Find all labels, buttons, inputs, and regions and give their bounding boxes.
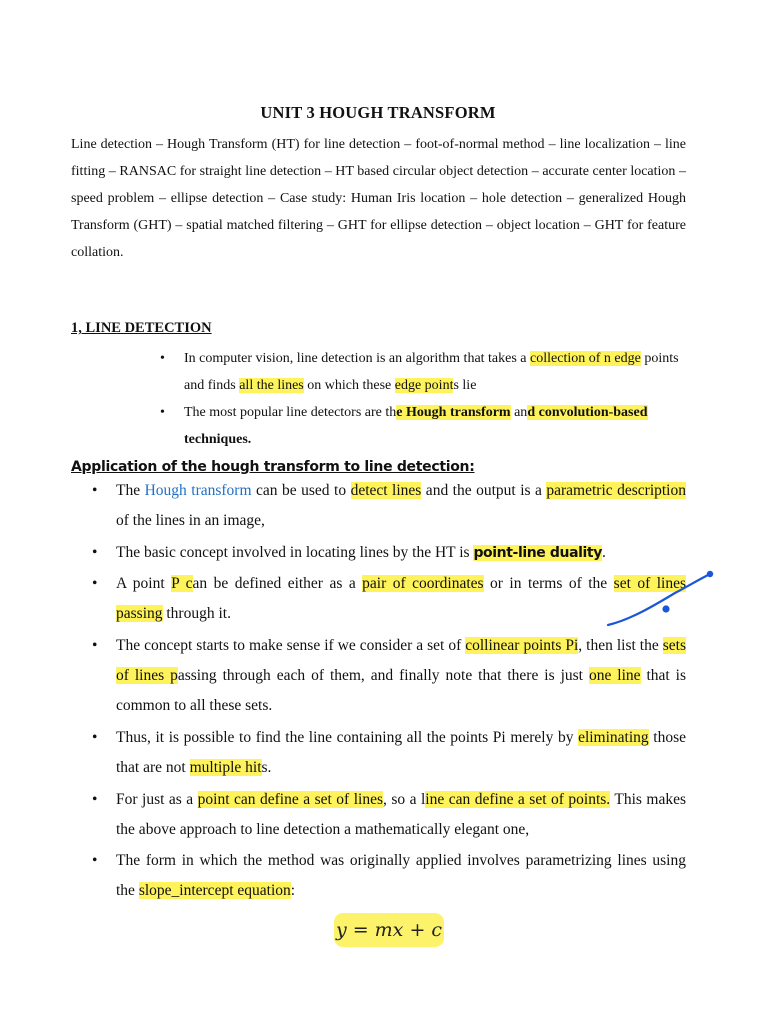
- highlight: all the lines: [239, 378, 304, 393]
- line-detection-bullets: [184, 345, 686, 453]
- list-item: • The concept starts to make sense if we consider a set of collinear points Pi, then list the sets of lines passing through each of them, and finally note that there is just one line that is common to all these sets.: [116, 631, 686, 722]
- list-item: • In computer vision, line detection is an algorithm that takes a collection of n edge points and finds all the lines on which these edge points lie: [184, 345, 686, 399]
- highlight: P c: [171, 575, 193, 593]
- list-item: • A point P can be defined either as a pair of coordinates or in terms of the set of lines passing through it.: [116, 569, 686, 629]
- sub-heading-application: Application of the hough transform to line detection:: [71, 459, 475, 475]
- section-heading-line-detection: 1, LINE DETECTION: [71, 320, 212, 336]
- highlight: sets of lines p: [116, 636, 686, 685]
- highlight: set of lines passing: [116, 575, 686, 623]
- highlight: point-line duality: [473, 544, 602, 561]
- highlight: detect lines: [350, 482, 422, 499]
- highlight: d convolution-based: [527, 405, 648, 420]
- highlight: collection of n edge: [530, 351, 641, 366]
- highlight: one line: [588, 667, 641, 685]
- list-item: • The basic concept involved in locating lines by the HT is point-line duality.: [116, 538, 686, 568]
- application-bullets: [116, 476, 686, 908]
- highlight: multiple hit: [189, 759, 262, 777]
- highlight: edge point: [394, 378, 454, 393]
- highlight: pair of coordinates: [362, 575, 484, 593]
- page-title: UNIT 3 HOUGH TRANSFORM: [260, 103, 496, 122]
- list-item: • Thus, it is possible to find the line containing all the points Pi merely by eliminating those that are not multiple hits.: [116, 723, 686, 783]
- list-item: • The Hough transform can be used to detect lines and the output is a parametric description of the lines in an image,: [116, 476, 686, 536]
- slope-intercept-equation: y = mx + c: [334, 913, 444, 947]
- highlight: point can define a set of lines: [197, 790, 383, 808]
- highlight: collinear points Pi: [465, 636, 579, 654]
- syllabus-paragraph: Line detection – Hough Transform (HT) for line detection – foot-of-normal method – line localization – line fitting – RANSAC for straight line detection – HT based circular object detection – accurate center location – speed problem – ellipse detection – Case study: Human Iris location – hole detection – generalized Hough Transform (GHT) – spatial matched filtering – GHT for ellipse detection – object location – GHT for feature collation.: [71, 137, 686, 260]
- highlight: ine can define a set of points.: [425, 790, 611, 808]
- highlight: e Hough transform: [396, 405, 511, 420]
- highlight: eliminating: [578, 728, 649, 746]
- list-item: • The form in which the method was originally applied involves parametrizing lines using the slope_intercept equation:: [116, 846, 686, 906]
- highlight: parametric description: [546, 482, 686, 499]
- list-item: • For just as a point can define a set of lines, so a line can define a set of points. This makes the above approach to line detection a mathematically elegant one,: [116, 785, 686, 845]
- handwritten-line-annotation: [600, 565, 720, 635]
- list-item: • The most popular line detectors are the Hough transform and convolution-based techniques.: [184, 399, 686, 453]
- hough-transform-link[interactable]: Hough transform: [144, 482, 252, 499]
- highlight: slope_intercept equation: [138, 882, 291, 900]
